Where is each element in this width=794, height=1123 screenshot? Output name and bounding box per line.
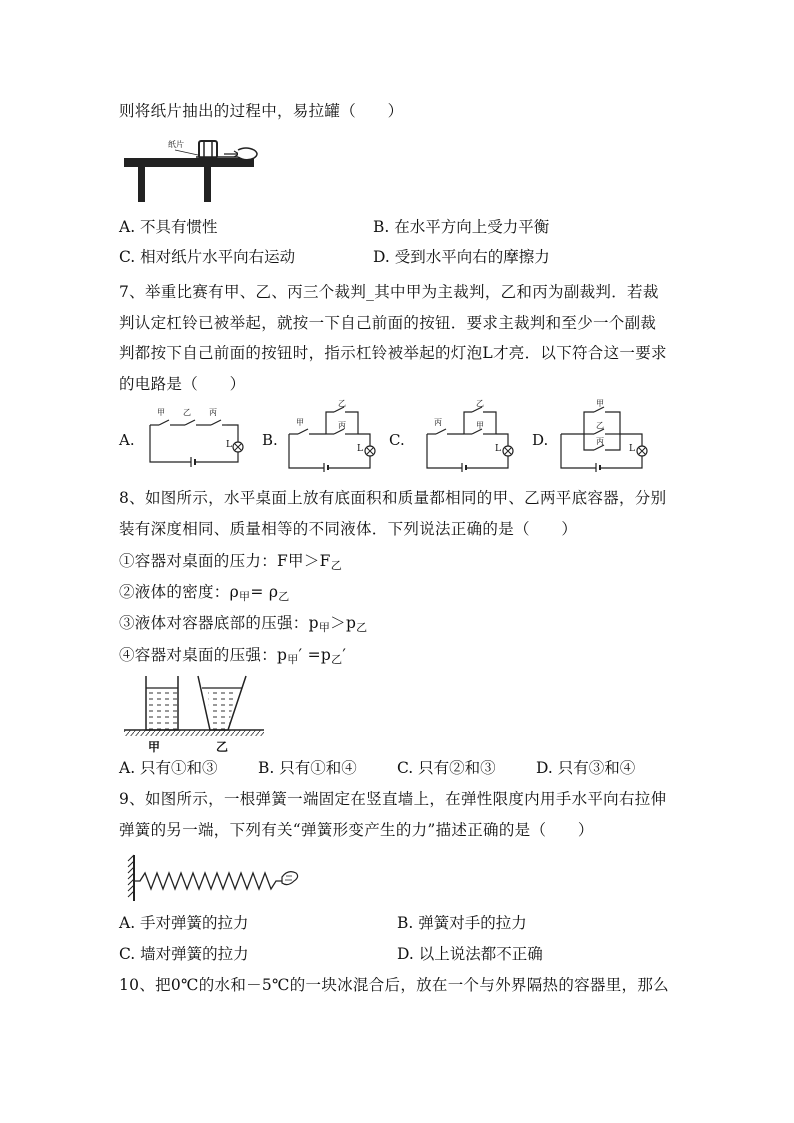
q8-statement-2: ②液体的密度：$\rho_甲= \rho_乙$	[119, 583, 290, 603]
q7c-label-bing: 丙	[434, 418, 442, 427]
q8-option-c: C. 只有②和③	[397, 759, 496, 777]
q7a-lamp-label: L	[226, 440, 232, 450]
q9-option-b: B. 弹簧对手的拉力	[397, 914, 527, 932]
q9-line-1: 9、如图所示，一根弹簧一端固定在竖直墙上，在弹性限度内用手水平向右拉伸	[119, 790, 667, 808]
q7-option-d-letter: D.	[532, 431, 549, 449]
q9-option-d: D. 以上说法都不正确	[397, 945, 543, 963]
q7-option-c-letter: C.	[389, 431, 405, 449]
q7d-label-jia: 甲	[596, 399, 604, 408]
q9-spring-figure	[124, 853, 300, 903]
q7-line-2: 判认定杠铃已被举起，就按一下自己前面的按钮．要求主裁判和至少一个副裁	[119, 314, 657, 332]
q7-line-3: 判都按下自己前面的按钮时，指示杠铃被举起的灯泡L才亮．以下符合这一要求	[119, 344, 667, 362]
q8-line-2: 装有深度相同、质量相等的不同液体．下列说法正确的是（ ）	[119, 520, 578, 538]
q6-figure	[120, 136, 270, 204]
q7a-label-bing: 丙	[209, 408, 217, 417]
q7c-label-jia: 甲	[476, 421, 484, 430]
q6-option-c: C. 相对纸片水平向右运动	[119, 248, 296, 266]
q7-circuit-d	[558, 400, 653, 472]
q8-statement-4: ④容器对桌面的压强：$p_甲' =p_乙'$	[119, 646, 347, 666]
q7b-label-jia: 甲	[296, 418, 304, 427]
q7a-label-jia: 甲	[157, 408, 165, 417]
q8-containers-figure	[124, 672, 264, 752]
q7b-lamp-label: L	[357, 444, 363, 454]
q8-label-left: 甲	[148, 740, 161, 754]
q7-circuit-b	[286, 398, 381, 472]
q9-option-a: A. 手对弹簧的拉力	[119, 914, 249, 932]
q6-stem: 则将纸片抽出的过程中，易拉罐（ ）	[119, 102, 404, 120]
q8-statement-1: ①容器对桌面的压力：F甲$>F_乙$	[119, 552, 343, 572]
q8-line-1: 8、如图所示，水平桌面上放有底面积和质量都相同的甲、乙两平底容器，分别	[119, 489, 667, 507]
q7-option-a-letter: A.	[119, 431, 135, 449]
q7c-label-yi: 乙	[476, 399, 484, 408]
q7d-label-yi: 乙	[596, 421, 604, 430]
q7d-label-bing: 丙	[596, 437, 604, 446]
q7d-lamp-label: L	[629, 444, 635, 454]
q6-paper-label: 纸片	[168, 140, 184, 149]
q7-circuit-a	[145, 405, 250, 467]
q6-option-b: B. 在水平方向上受力平衡	[373, 218, 550, 236]
q7-line-4: 的电路是（ ）	[119, 375, 246, 393]
q7b-label-bing: 丙	[338, 421, 346, 430]
q9-option-c: C. 墙对弹簧的拉力	[119, 945, 249, 963]
q8-option-a: A. 只有①和③	[119, 759, 218, 777]
q8-statement-3: ③液体对容器底部的压强：$p_甲>p_乙$	[119, 614, 368, 634]
q8-label-right: 乙	[216, 740, 229, 754]
q7-circuit-c	[424, 398, 519, 472]
q7-option-b-letter: B.	[262, 431, 278, 449]
q7c-lamp-label: L	[495, 444, 501, 454]
q7a-label-yi: 乙	[183, 408, 191, 417]
q6-option-a: A. 不具有惯性	[119, 218, 218, 236]
q9-line-2: 弹簧的另一端，下列有关“弹簧形变产生的力”描述正确的是（ ）	[119, 821, 594, 839]
q7b-label-yi: 乙	[338, 399, 346, 408]
q10-line-1: 10、把0℃的水和－5℃的一块冰混合后，放在一个与外界隔热的容器里，那么	[119, 976, 669, 994]
q7-line-1: 7、举重比赛有甲、乙、丙三个裁判_其中甲为主裁判，乙和丙为副裁判．若裁	[119, 283, 659, 301]
q8-option-d: D. 只有③和④	[536, 759, 636, 777]
q6-option-d: D. 受到水平向右的摩擦力	[373, 248, 550, 266]
q8-option-b: B. 只有①和④	[258, 759, 357, 777]
